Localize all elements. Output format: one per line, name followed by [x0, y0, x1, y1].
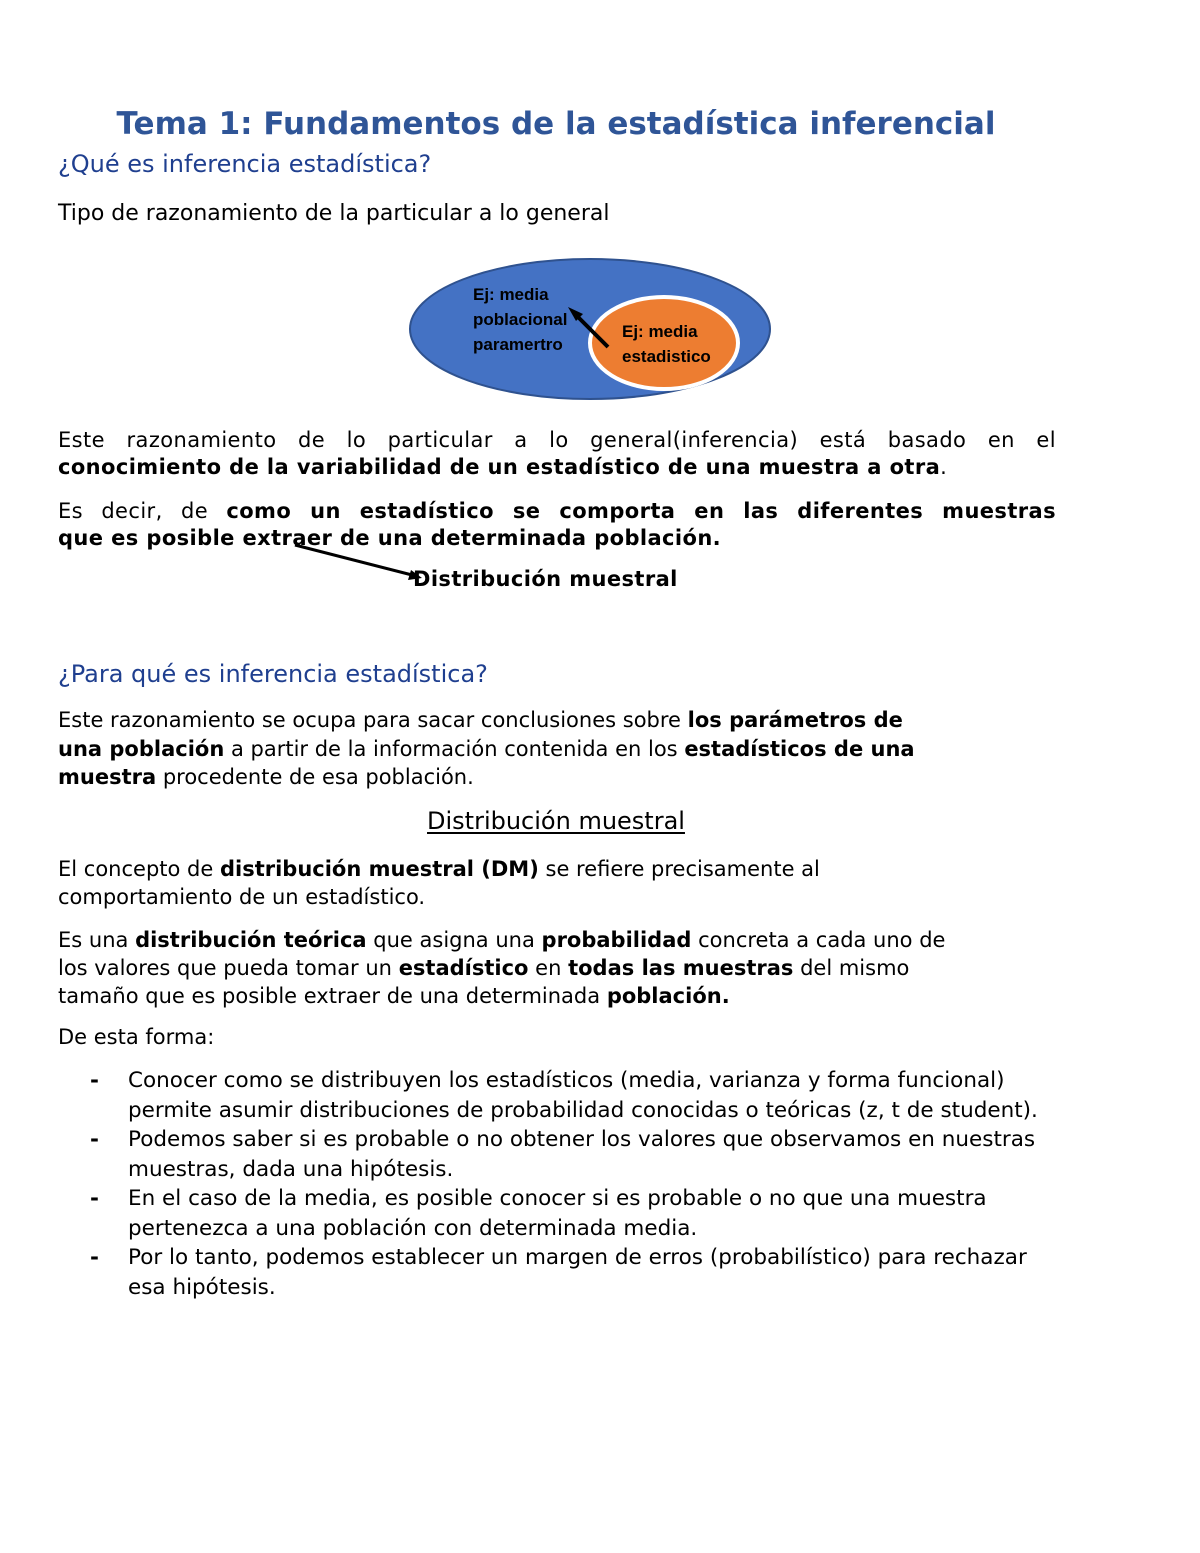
paragraph-de-esta-forma: De esta forma: — [58, 1025, 215, 1049]
callout-distribucion-muestral: Distribución muestral — [413, 567, 678, 591]
list-item: - Por lo tanto, podemos establecer un margen de erros (probabilístico) para rechazar esa hipótesis. — [58, 1243, 1058, 1302]
list-item: - Podemos saber si es probable o no obtener los valores que observamos en nuestras muestras, dada una hipótesis. — [58, 1125, 1058, 1184]
bullet-list — [58, 1066, 1058, 1302]
sample-ellipse — [590, 297, 738, 389]
bold-statistic-behaviour: como un estadístico se comporta en las diferentes muestras — [226, 499, 1057, 523]
population-label-line-3: paramertro — [473, 335, 563, 354]
list-item: - En el caso de la media, es posible conocer si es probable o no que una muestra pertenezca a una población con determinada media. — [58, 1184, 1058, 1243]
paragraph-reasoning-line-1: Este razonamiento de lo particular a lo general(inferencia) está basado en el — [58, 428, 1056, 452]
population-label-line-1: Ej: media — [473, 285, 549, 304]
paragraph-es-decir-line-1: Es decir, de como un estadístico se comporta en las diferentes muestras — [58, 499, 1057, 523]
list-item: - Conocer como se distribuyen los estadísticos (media, varianza y forma funcional) permite asumir distribuciones de probabilidad conocidas o teóricas (z, t de student). — [58, 1066, 1058, 1125]
paragraph-reasoning-line-2: conocimiento de la variabilidad de un estadístico de una muestra a otra. — [58, 455, 948, 479]
paragraph-distribucion-teorica: Es una distribución teórica que asigna una probabilidad concreta a cada uno de los valores que pueda tomar un estadístico en todas las muestras del mismo tamaño que es posible extraer de una determinada población. — [58, 928, 946, 1008]
heading-para-que: ¿Para qué es inferencia estadística? — [58, 660, 488, 688]
sample-label-line-1: Ej: media — [622, 322, 698, 341]
bold-variability: conocimiento de la variabilidad de un estadístico de una muestra a otra — [58, 455, 941, 479]
heading-what-is-inference: ¿Qué es inferencia estadística? — [58, 150, 432, 178]
sample-label-line-2: estadistico — [622, 347, 711, 366]
paragraph-para-que: Este razonamiento se ocupa para sacar conclusiones sobre los parámetros de una población a partir de la información contenida en los estadísticos de una muestra procedente de esa población. — [58, 708, 915, 789]
callout-arrow — [290, 536, 430, 586]
paragraph-es-decir-line-2: que es posible extraer de una determinada población. — [58, 526, 722, 550]
population-sample-diagram — [405, 258, 780, 413]
intro-text: Tipo de razonamiento de la particular a lo general — [58, 201, 610, 226]
heading-distribucion-muestral: Distribución muestral — [427, 807, 685, 835]
paragraph-concepto-dm: El concepto de distribución muestral (DM) se refiere precisamente al comportamiento de un estadístico. — [58, 857, 820, 909]
population-label-line-2: poblacional — [473, 310, 568, 329]
page-title: Tema 1: Fundamentos de la estadística inferencial — [116, 106, 996, 142]
